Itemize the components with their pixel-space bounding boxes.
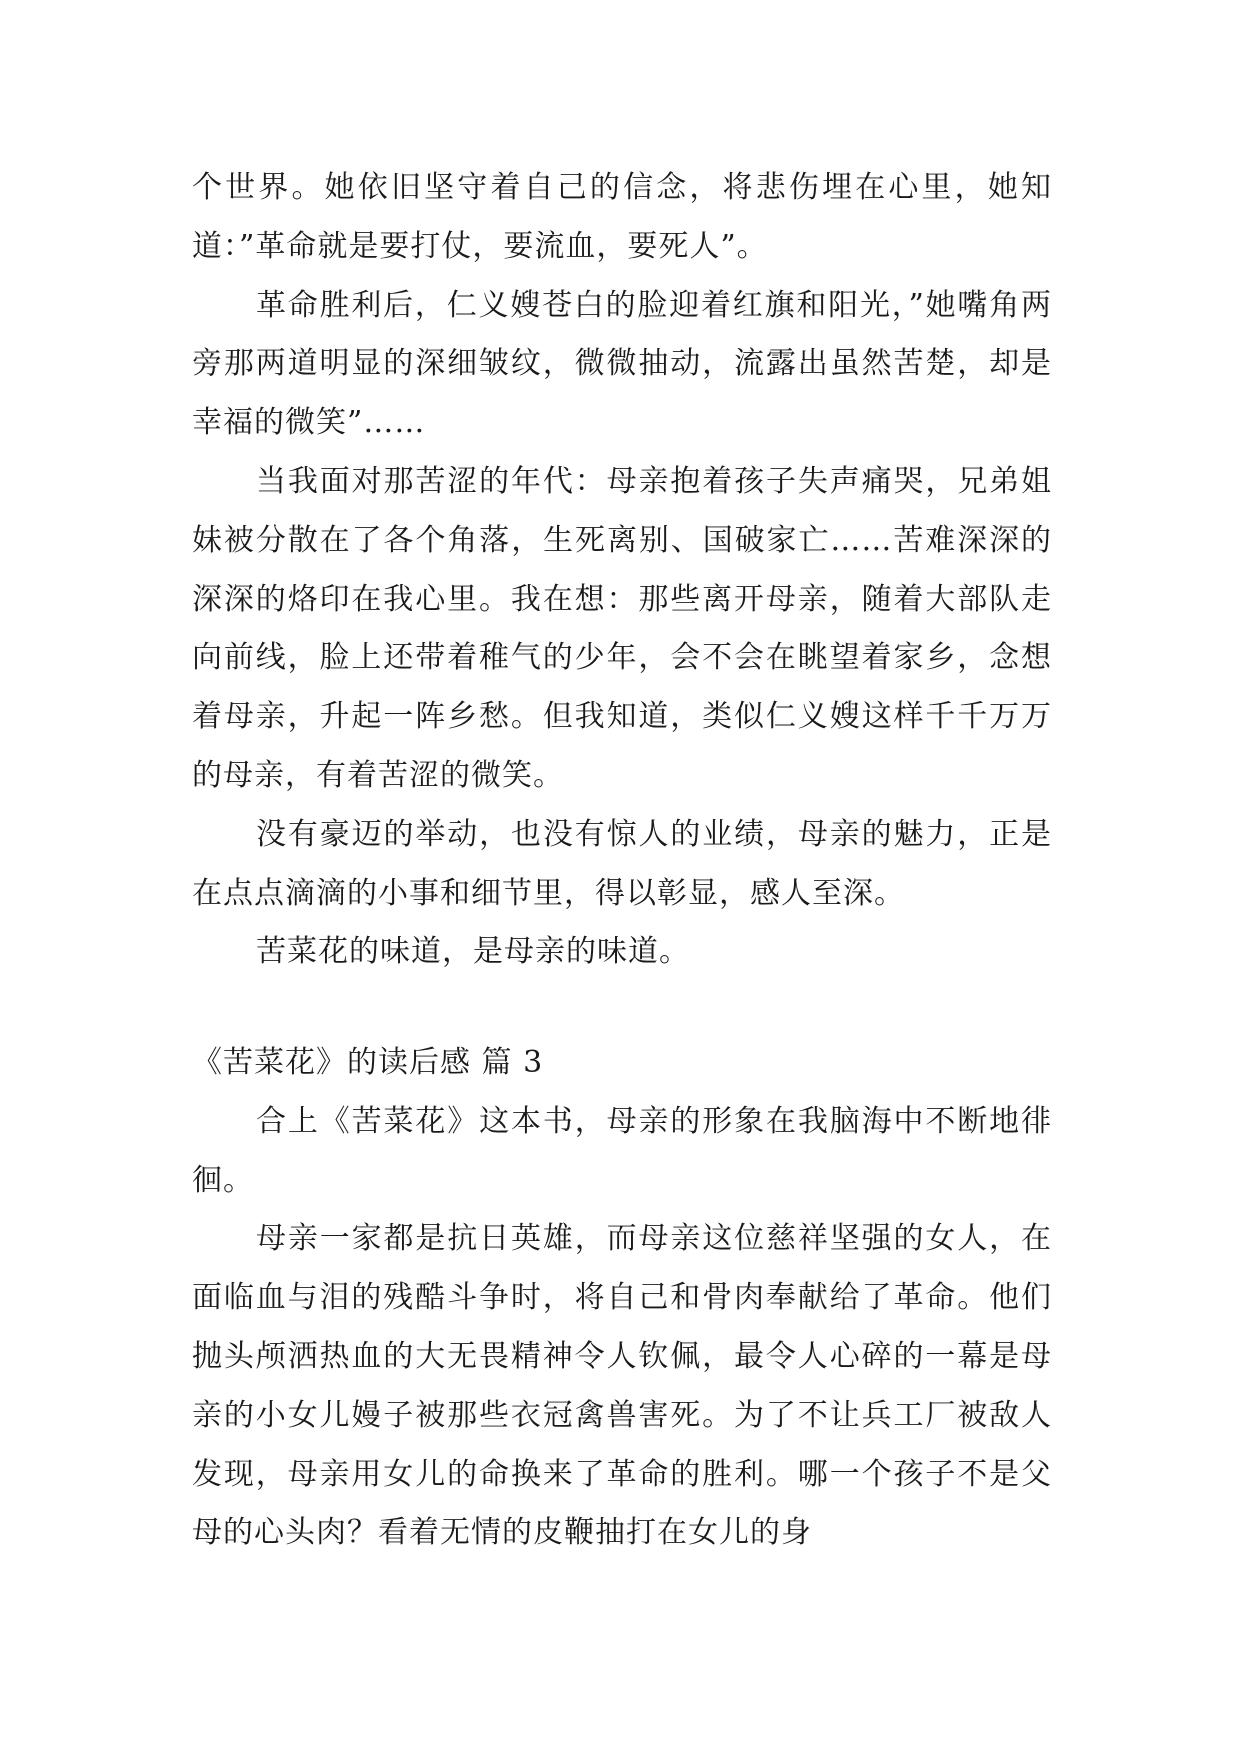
paragraph-7: 母亲一家都是抗日英雄，而母亲这位慈祥坚强的女人，在面临血与泪的残酷斗争时，将自己和骨肉奉献给了革命。他们抛头颅洒热血的大无畏精神令人钦佩，最令人心碎的一幕是母亲的小女儿嫚子被那些衣冠禽兽害死。为了不让兵工厂被敌人发现，母亲用女儿的命换来了革命的胜利。哪一个孩子不是父母的心头肉？看着无情的皮鞭抽打在女儿的身 [192,1221,1052,1551]
paragraph-6: 合上《苦菜花》这本书，母亲的形象在我脑海中不断地徘徊。 [192,1103,1052,1198]
section-a [192,159,1052,982]
paragraph-2: 革命胜利后，仁义嫂苍白的脸迎着红旗和阳光，”她嘴角两旁那两道明显的深细皱纹，微微抽动，流露出虽然苦楚，却是幸福的微笑”…… [192,287,1052,441]
paragraph-1: 个世界。她依旧坚守着自己的信念，将悲伤埋在心里，她知道：”革命就是要打仗，要流血，要死人”。 [192,170,1052,264]
paragraph-5: 苦菜花的味道，是母亲的味道。 [256,934,690,970]
paragraph-3: 当我面对那苦涩的年代：母亲抱着孩子失声痛哭，兄弟姐妹被分散在了各个角落，生死离别、国破家亡……苦难深深的深深的烙印在我心里。我在想：那些离开母亲，随着大部队走向前线，脸上还带着稚气的少年，会不会在眺望着家乡，念想着母亲，升起一阵乡愁。但我知道，类似仁义嫂这样千千万万的母亲，有着苦涩的微笑。 [192,463,1052,793]
section-b [192,1034,1052,1563]
paragraph-4: 没有豪迈的举动，也没有惊人的业绩，母亲的魅力，正是在点点滴滴的小事和细节里，得以彰显，感人至深。 [192,816,1052,911]
section-title: 《苦菜花》的读后感 篇 3 [192,1045,544,1080]
